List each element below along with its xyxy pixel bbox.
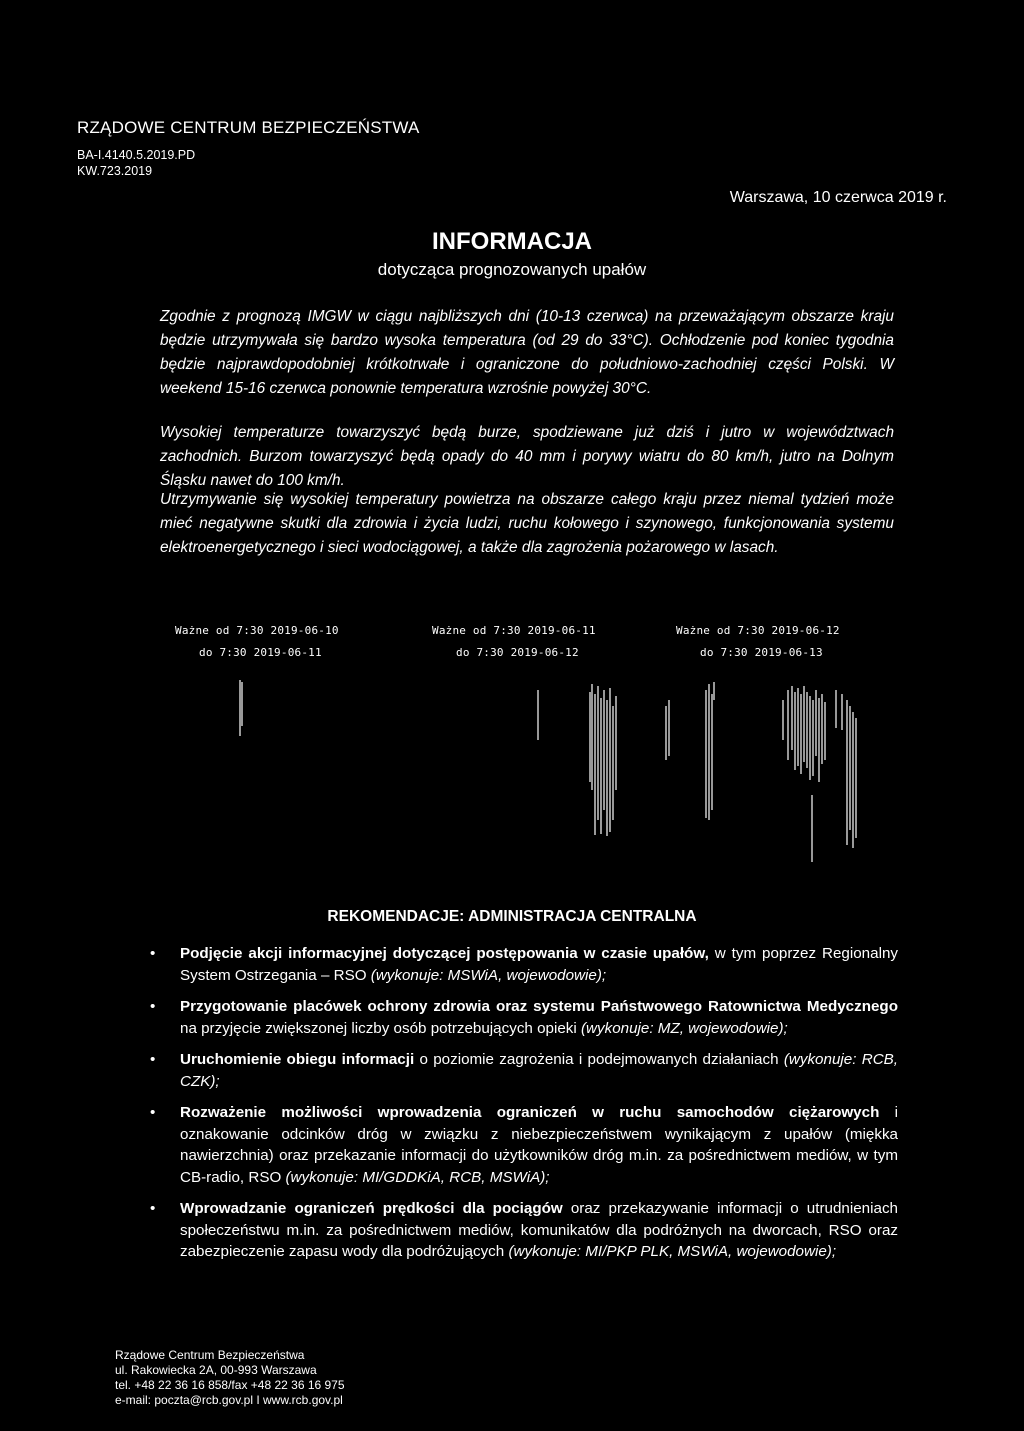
bullet-icon: • [150,945,156,962]
warning-map-caption-2 [432,620,662,664]
recommendation-responsible: (wykonuje: MZ, wojewodowie); [580,1019,788,1037]
recommendation-responsible: (wykonuje: RCB, CZK); [180,1051,899,1090]
bullet-icon: • [150,998,156,1015]
reference-number-2: KW.723.2019 [77,164,153,178]
recommendation-action: Uruchomienie obiegu informacji [180,1051,415,1068]
recommendation-detail: na przyjęcie zwiększonej liczby osób potrzebujących opieki [180,1019,581,1037]
recommendations-heading: REKOMENDACJE: ADMINISTRACJA CENTRALNA [327,908,697,925]
recommendation-detail: w tym poprzez Regionalny System Ostrzegania – RSO [180,945,898,984]
map-valid-from: Ważne od 7:30 2019-06-10 [175,624,339,637]
list-item [150,996,898,1039]
map-valid-to: do 7:30 2019-06-12 [456,646,579,659]
recommendation-action: Przygotowanie placówek ochrony zdrowia oraz systemu Państwowego Ratownictwa Medycznego [180,998,898,1015]
warning-map-1 [240,680,242,736]
warning-map-caption-3 [676,620,906,664]
bullet-icon: • [150,1104,156,1121]
warning-map-2 [538,682,714,836]
warning-maps-image [0,670,1024,870]
warning-map-3 [783,686,856,862]
document-subtitle: dotycząca prognozowanych upałów [377,260,647,279]
map-valid-to: do 7:30 2019-06-11 [199,646,322,659]
recommendation-responsible: (wykonuje: MSWiA, wojewodowie); [370,966,607,984]
footer-email-web: e-mail: poczta@rcb.gov.pl I www.rcb.gov.pl [115,1393,343,1407]
reference-number-1: BA-I.4140.5.2019.PD [77,148,196,162]
map-valid-from: Ważne od 7:30 2019-06-12 [676,624,840,637]
footer-phone-fax: tel. +48 22 36 16 858/fax +48 22 36 16 975 [115,1378,345,1392]
paragraph-storms: Wysokiej temperaturze towarzyszyć będą burze, spodziewane już dziś i jutro w województwach zachodnich. Burzom towarzyszyć będą opady do 40 mm i porywy wiatru do 80 km/h, jutro na Dolnym Śląsku nawet do 100 km/h. [160,424,894,489]
recommendation-action: Wprowadzanie ograniczeń prędkości dla pociągów [180,1200,563,1217]
place-and-date: Warszawa, 10 czerwca 2019 r. [729,189,947,206]
recommendation-detail: o poziomie zagrożenia i podejmowanych działaniach [414,1051,784,1068]
list-item [150,1102,898,1188]
footer-address: ul. Rakowiecka 2A, 00-993 Warszawa [115,1363,317,1377]
list-item [150,1198,898,1263]
recommendation-responsible: (wykonuje: MI/GDDKiA, RCB, MSWiA); [285,1168,550,1186]
paragraph-effects: Utrzymywanie się wysokiej temperatury powietrza na obszarze całego kraju przez niemal tydzień może mieć negatywne skutki dla zdrowia i życia ludzi, ruchu kołowego i szynowego, funkcjonowania systemu elektroenergetycznego i sieci wodociągowej, a także dla zagrożenia pożarowego w lasach. [160,491,894,556]
recommendation-action: Podjęcie akcji informacyjnej dotyczącej postępowania w czasie upałów, [180,945,709,962]
recommendations-list [150,943,898,1273]
map-valid-to: do 7:30 2019-06-13 [700,646,823,659]
recommendation-detail: oraz przekazywanie informacji o utrudnieniach społeczeństwu m.in. za pośrednictwem mediów, komunikatów dla podróżnych na dworcach, RSO oraz zabezpieczenie zapasu wody dla podróżujących [180,1200,898,1260]
map-valid-from: Ważne od 7:30 2019-06-11 [432,624,596,637]
recommendation-detail: i oznakowanie odcinków dróg w związku z niebezpieczeństwem wynikającym z upałów (miękka nawierzchnia) oraz przekazanie informacji do użytkowników dróg m.in. za pośrednictwem mediów, w tym CB-radio, RSO [180,1104,899,1186]
warning-map-caption-1 [175,620,405,664]
list-item [150,943,898,986]
list-item [150,1049,898,1092]
organization-name: RZĄDOWE CENTRUM BEZPIECZEŃSTWA [77,118,420,137]
recommendation-responsible: (wykonuje: MI/PKP PLK, MSWiA, wojewodowie); [508,1243,837,1260]
bullet-icon: • [150,1051,156,1068]
footer-organization: Rządowe Centrum Bezpieczeństwa [115,1348,305,1362]
bullet-icon: • [150,1200,156,1217]
document-title: INFORMACJA [432,228,592,255]
footer-contact [115,1348,345,1408]
recommendation-action: Rozważenie możliwości wprowadzenia ograniczeń w ruchu samochodów ciężarowych [180,1104,880,1121]
paragraph-forecast: Zgodnie z prognozą IMGW w ciągu najbliższych dni (10-13 czerwca) na przeważającym obszarze kraju będzie utrzymywała się bardzo wysoka temperatura (od 29 do 33°C). Ochłodzenie pod koniec tygodnia będzie najprawdopodobniej krótkotrwałe i ograniczone do południowo-zachodniej części Polski. W weekend 15-16 czerwca ponownie temperatura wzrośnie powyżej 30°C. [160,308,894,397]
